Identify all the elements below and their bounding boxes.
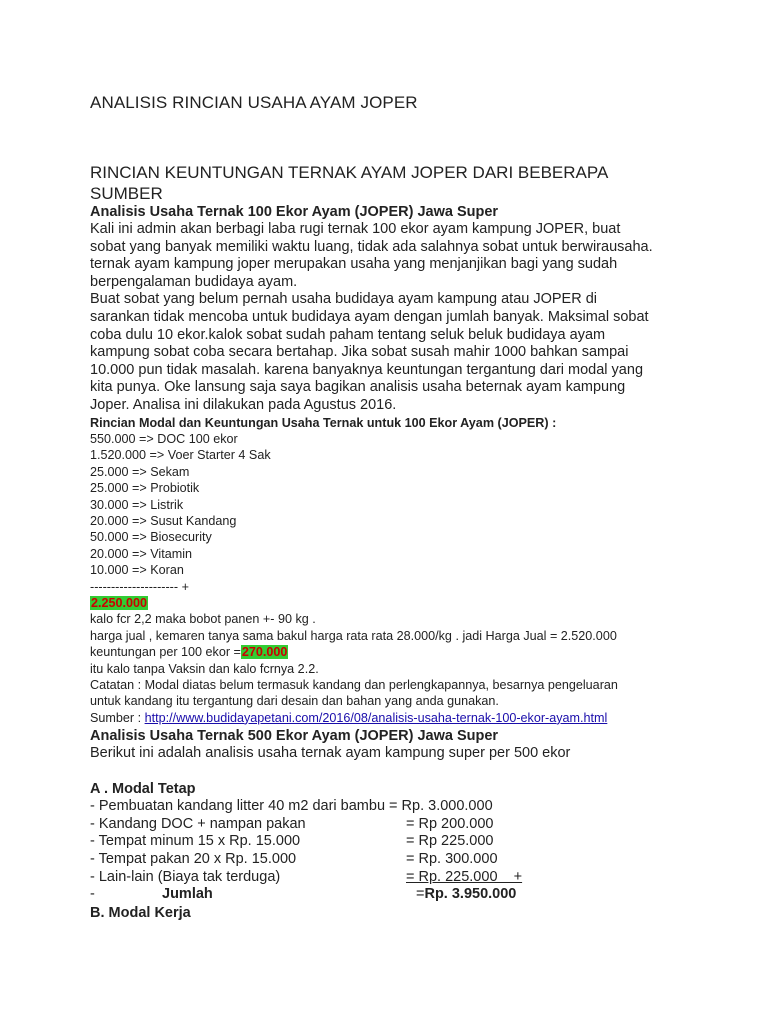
cost-line: 1.520.000 => Voer Starter 4 Sak xyxy=(90,448,271,463)
paragraph-line: 10.000 pun tidak masalah. karena banyaknya keuntungan tergantung dari modal yang xyxy=(90,361,644,378)
jumlah-row xyxy=(90,886,570,904)
section1-paragraph xyxy=(90,221,653,415)
paragraph-line: sarankan tidak mencoba untuk budidaya ayam dengan jumlah banyak. Maksimal sobat xyxy=(90,308,649,325)
section2-intro: Berikut ini adalah analisis usaha ternak ayam kampung super per 500 ekor xyxy=(90,745,571,761)
modal-value: = Rp. 225.000 + xyxy=(406,868,523,885)
modal-row xyxy=(90,816,570,834)
paragraph-line: sobat yang banyak memiliki waktu luang, tidak ada salahnya sobat untuk berwirausaha. xyxy=(90,238,653,255)
total-line xyxy=(90,595,653,611)
modal-label: - Tempat pakan 20 x Rp. 15.000 xyxy=(90,850,297,867)
cost-line: 50.000 => Biosecurity xyxy=(90,530,212,545)
cost-line: 20.000 => Susut Kandang xyxy=(90,513,237,528)
source-link[interactable]: http://www.budidayapetani.com/2016/08/analisis-usaha-ternak-100-ekor-ayam.html xyxy=(144,710,608,725)
total-highlight: 2.250.000 xyxy=(91,596,148,610)
paragraph-line: berpengalaman budidaya ayam. xyxy=(90,273,298,290)
modal-kerja-heading: B. Modal Kerja xyxy=(90,904,191,921)
separator-line: --------------------- + xyxy=(90,579,189,594)
cost-line: 30.000 => Listrik xyxy=(90,497,184,512)
rincian-heading: Rincian Modal dan Keuntungan Usaha Ternak untuk 100 Ekor Ayam (JOPER) : xyxy=(90,415,557,430)
profit-label: keuntungan per 100 ekor = xyxy=(90,645,241,660)
harga-line: harga jual , kemaren tanya sama bakul harga rata rata 28.000/kg . jadi Harga Jual = 2.520.000 xyxy=(90,628,617,643)
paragraph-line: coba dulu 10 ekor.kalok sobat sudah paham tentang seluk beluk budidaya ayam xyxy=(90,326,606,343)
modal-row xyxy=(90,798,570,816)
source-label: Sumber : xyxy=(90,710,145,725)
paragraph-line: Buat sobat yang belum pernah usaha budidaya ayam kampung atau JOPER di xyxy=(90,291,598,308)
section2-heading: Analisis Usaha Ternak 500 Ekor Ayam (JOPER) Jawa Super xyxy=(90,728,499,744)
profit-highlight: 270.000 xyxy=(241,645,288,660)
fcr-line: kalo fcr 2,2 maka bobot panen +- 90 kg . xyxy=(90,612,316,627)
modal-label: - Kandang DOC + nampan pakan xyxy=(90,815,306,832)
catatan-line: Catatan : Modal diatas belum termasuk kandang dan perlengkapannya, besarnya pengeluaran xyxy=(90,678,618,693)
modal-value: = Rp 200.000 xyxy=(406,815,494,832)
vaksin-line: itu kalo tanpa Vaksin dan kalo fcrnya 2.2. xyxy=(90,661,319,676)
rincian-list xyxy=(90,415,653,727)
jumlah-eq: = xyxy=(416,886,425,903)
source-line xyxy=(90,710,653,726)
document-subtitle: RINCIAN KEUNTUNGAN TERNAK AYAM JOPER DARI BEBERAPA SUMBER xyxy=(90,163,608,203)
modal-value: = Rp 225.000 xyxy=(406,833,494,850)
paragraph-line: kampung sobat coba secara bertahap. Jika sobat susah mahir 1000 bahkan sampai xyxy=(90,344,629,361)
section-100-ekor xyxy=(90,203,653,726)
paragraph-line: Joper. Analisa ini dilakukan pada Agustus 2016. xyxy=(90,396,397,413)
section1-heading: Analisis Usaha Ternak 100 Ekor Ayam (JOPER) Jawa Super xyxy=(90,204,499,220)
cost-line: 25.000 => Sekam xyxy=(90,464,190,479)
modal-label: - Tempat minum 15 x Rp. 15.000 xyxy=(90,833,301,850)
modal-row xyxy=(90,851,570,869)
modal-row xyxy=(90,869,570,887)
profit-line xyxy=(90,644,653,660)
jumlah-value: Rp. 3.950.000 xyxy=(424,886,517,903)
cost-line: 25.000 => Probiotik xyxy=(90,481,200,496)
jumlah-label: Jumlah xyxy=(162,886,213,903)
modal-value: = Rp. 300.000 xyxy=(406,850,498,867)
document-title: ANALISIS RINCIAN USAHA AYAM JOPER xyxy=(90,93,418,112)
blank-line xyxy=(90,763,570,781)
modal-tetap-list xyxy=(90,798,570,904)
paragraph-line: ternak ayam kampung joper merupakan usaha yang menjanjikan bagi yang sudah xyxy=(90,256,618,273)
jumlah-dash: - xyxy=(90,886,95,903)
cost-line: 10.000 => Koran xyxy=(90,563,184,578)
modal-label: - Lain-lain (Biaya tak terduga) xyxy=(90,868,281,885)
catatan-line: untuk kandang itu tergantung dari desain dan bahan yang anda gunakan. xyxy=(90,694,499,709)
cost-line: 550.000 => DOC 100 ekor xyxy=(90,431,238,446)
paragraph-line: Kali ini admin akan berbagi laba rugi ternak 100 ekor ayam kampung JOPER, buat xyxy=(90,221,621,237)
modal-tetap-heading: A . Modal Tetap xyxy=(90,781,196,798)
section-500-ekor xyxy=(90,727,570,922)
modal-label: - Pembuatan kandang litter 40 m2 dari bambu = Rp. 3.000.000 xyxy=(90,798,493,815)
cost-line: 20.000 => Vitamin xyxy=(90,546,192,561)
paragraph-line: kita punya. Oke lansung saja saya bagikan analisis usaha beternak ayam kampung xyxy=(90,379,626,396)
modal-row xyxy=(90,833,570,851)
